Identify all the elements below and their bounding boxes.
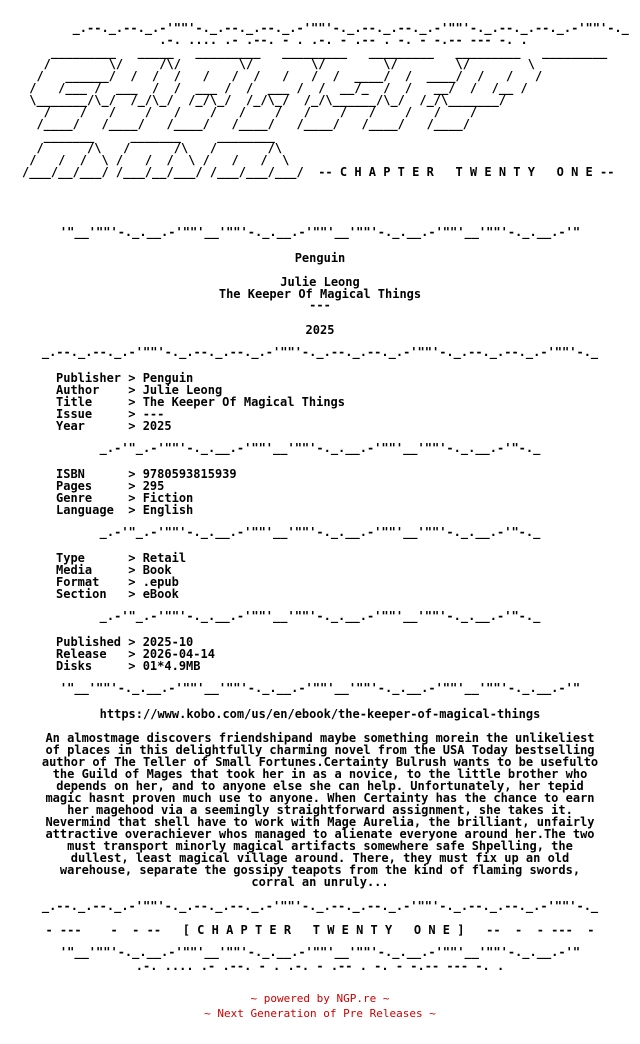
credit-powered-by: ~ powered by NGP.re ~ (250, 992, 390, 1005)
morse-footer: .-. .... .- .--. - . .-. - .-- . -. - -.-- --- -. . (135, 959, 505, 973)
description-line: An almostmage discovers friendshipand maybe something morein the unlikeliest (45, 731, 595, 745)
divider-scroll: '"__'""'-._.__.-'""'__'""'-._.__.-'""'__'""'-._.__.-'""'__'""'-._.__.-'" (59, 681, 581, 695)
info-separator: > (128, 635, 143, 649)
info-separator: > (128, 395, 143, 409)
info-label: Title (56, 395, 129, 409)
info-row (56, 588, 186, 600)
description-line: dullest, least magical village around. There, they must fix up an old (70, 851, 570, 865)
description-line: of places in this delightfully charming novel from the USA Today bestselling (45, 743, 595, 757)
info-separator: > (128, 659, 143, 673)
info-separator: > (128, 479, 143, 493)
description-line: depends on her, and to anyone else she can help. Unfortunately, her tepid (56, 779, 584, 793)
description-line: Nevermind that shell have to work with Mage Aurelia, the brilliant, unfairly (45, 815, 595, 829)
info-separator: > (128, 587, 143, 601)
divider-scroll: '"__'""'-._.__.-'""'__'""'-._.__.-'""'__'""'-._.__.-'""'__'""'-._.__.-'" (59, 945, 581, 959)
info-label: Disks (56, 659, 129, 673)
description-line: must transport minorly magical artifacts somewhere safe Shpelling, the (67, 839, 573, 853)
info-label: Published (56, 635, 129, 649)
info-label: Publisher (56, 371, 129, 385)
source-url[interactable]: https://www.kobo.com/us/en/ebook/the-keeper-of-magical-things (99, 707, 541, 721)
description-line: warehouse, separate the gossipy teapots from the kind of flaming swords, (59, 863, 581, 877)
info-label: Section (56, 587, 129, 601)
divider-scroll: '"__'""'-._.__.-'""'__'""'-._.__.-'""'__'""'-._.__.-'""'__'""'-._.__.-'" (59, 225, 581, 239)
book-title: The Keeper Of Magical Things (218, 287, 422, 301)
info-separator: > (128, 503, 143, 517)
info-separator: > (128, 575, 143, 589)
info-value: Penguin (142, 371, 194, 385)
divider-short: _.-'"_.-'""'-._.__.-'""'__'""'-._.__.-'""'__'""'-._.__.-'"-._ (99, 525, 541, 539)
info-label: Genre (56, 491, 129, 505)
description-line: corral an unruly... (251, 875, 389, 889)
description-line: the Guild of Mages that took her in as a novice, to the little brother who (52, 767, 588, 781)
info-label: Pages (56, 479, 129, 493)
info-separator: > (128, 371, 143, 385)
info-label: Author (56, 383, 129, 397)
info-value: Fiction (142, 491, 194, 505)
info-value: English (142, 503, 194, 517)
info-label: Media (56, 563, 129, 577)
info-value: Book (142, 563, 172, 577)
year-heading: 2025 (305, 323, 335, 337)
description-line: author of The Teller of Small Fortunes.Certainty Bulrush wants to be usefulto (41, 755, 599, 769)
author-heading: Julie Leong (280, 275, 360, 289)
info-value: 01*4.9MB (142, 659, 201, 673)
chapter-footer-banner: - --- - - -- [ C H A P T E R T W E N T Y O N E ] -- - - --- - (45, 923, 595, 937)
info-label: Language (56, 503, 129, 517)
info-separator: > (128, 563, 143, 577)
divider-short: _.-'"_.-'""'-._.__.-'""'__'""'-._.__.-'""'__'""'-._.__.-'"-._ (99, 441, 541, 455)
info-group-book (56, 468, 237, 516)
info-value: The Keeper Of Magical Things (142, 395, 345, 409)
info-group-release (56, 372, 345, 432)
info-row (56, 504, 237, 516)
info-separator: > (128, 491, 143, 505)
description-line: her magehood via a seemingly straightforward assignment, she takes it. (67, 803, 573, 817)
info-label: Year (56, 419, 129, 433)
description-line: magic hasnt proven much use to anyone. When Certainty has the chance to earn (45, 791, 595, 805)
info-value: .epub (142, 575, 179, 589)
info-value: 2025-10 (142, 635, 194, 649)
info-value: 2025 (142, 419, 172, 433)
divider-scroll: _.--._.--._.-'""'-._.--._.--._.-'""'-._.--._.--._.-'""'-._.--._.--._.-'""'-._ (41, 899, 599, 913)
info-value: 9780593815939 (142, 467, 237, 481)
credit-tagline: ~ Next Generation of Pre Releases ~ (204, 1007, 436, 1020)
info-group-format (56, 552, 186, 600)
info-group-dates (56, 636, 215, 672)
info-row (56, 660, 215, 672)
info-separator: > (128, 551, 143, 565)
info-value: 295 (142, 479, 165, 493)
info-value: --- (142, 407, 165, 421)
info-value: Retail (142, 551, 187, 565)
info-label: Release (56, 647, 129, 661)
divider-short: _.-'"_.-'""'-._.__.-'""'__'""'-._.__.-'""'__'""'-._.__.-'"-._ (99, 609, 541, 623)
publisher-name: Penguin (294, 251, 346, 265)
info-value: Julie Leong (142, 383, 223, 397)
info-label: ISBN (56, 467, 129, 481)
description (4, 732, 636, 888)
info-separator: > (128, 407, 143, 421)
description-line: attractive overachiever whos managed to alienate everyone around her.The two (45, 827, 595, 841)
divider-scroll: _.--._.--._.-'""'-._.--._.--._.-'""'-._.--._.--._.-'""'-._.--._.--._.-'""'-._ (41, 345, 599, 359)
title-underline: --- (309, 298, 331, 312)
info-label: Type (56, 551, 129, 565)
info-separator: > (128, 467, 143, 481)
info-row (56, 420, 345, 432)
info-separator: > (128, 419, 143, 433)
info-value: 2026-04-14 (142, 647, 215, 661)
info-value: eBook (142, 587, 179, 601)
ascii-art-header: _.--._.--._.-'""'-._.--._.--._.-'""'-._.--._.--._.-'""'-._.--._.--._.-'""'-._ .-. .... .- .--. - . .-. - .-- . -. - -.-- --- -. . _________ _____ _________ _________ _________ _________ _________ / \/ /\/ \/ \/ \/ \/ \ / ______/ / / / / / / / / / ____/ / ____/ / / / / /___ / ___ / / ___ / / ___ / / __/_ / / __/ / /__ / \_______/\_/ /_/\_/ /_/\_/ /_/\_/ /_/\______/\_/ /_/\_______/ / / / / / / / / / / / / / / /____/ /____/ /____/ /____/ /____/ /____/ /____/ _______ _______ ________ / /\ / /\ / /\ / / / \ / / / \ / / / \ /___/__/___/ /___/__/___/ /___/___/___/ -- C H A P T E R T W E N T Y O N E -- (22, 21, 629, 179)
info-separator: > (128, 383, 143, 397)
info-label: Issue (56, 407, 129, 421)
info-label: Format (56, 575, 129, 589)
info-separator: > (128, 647, 143, 661)
